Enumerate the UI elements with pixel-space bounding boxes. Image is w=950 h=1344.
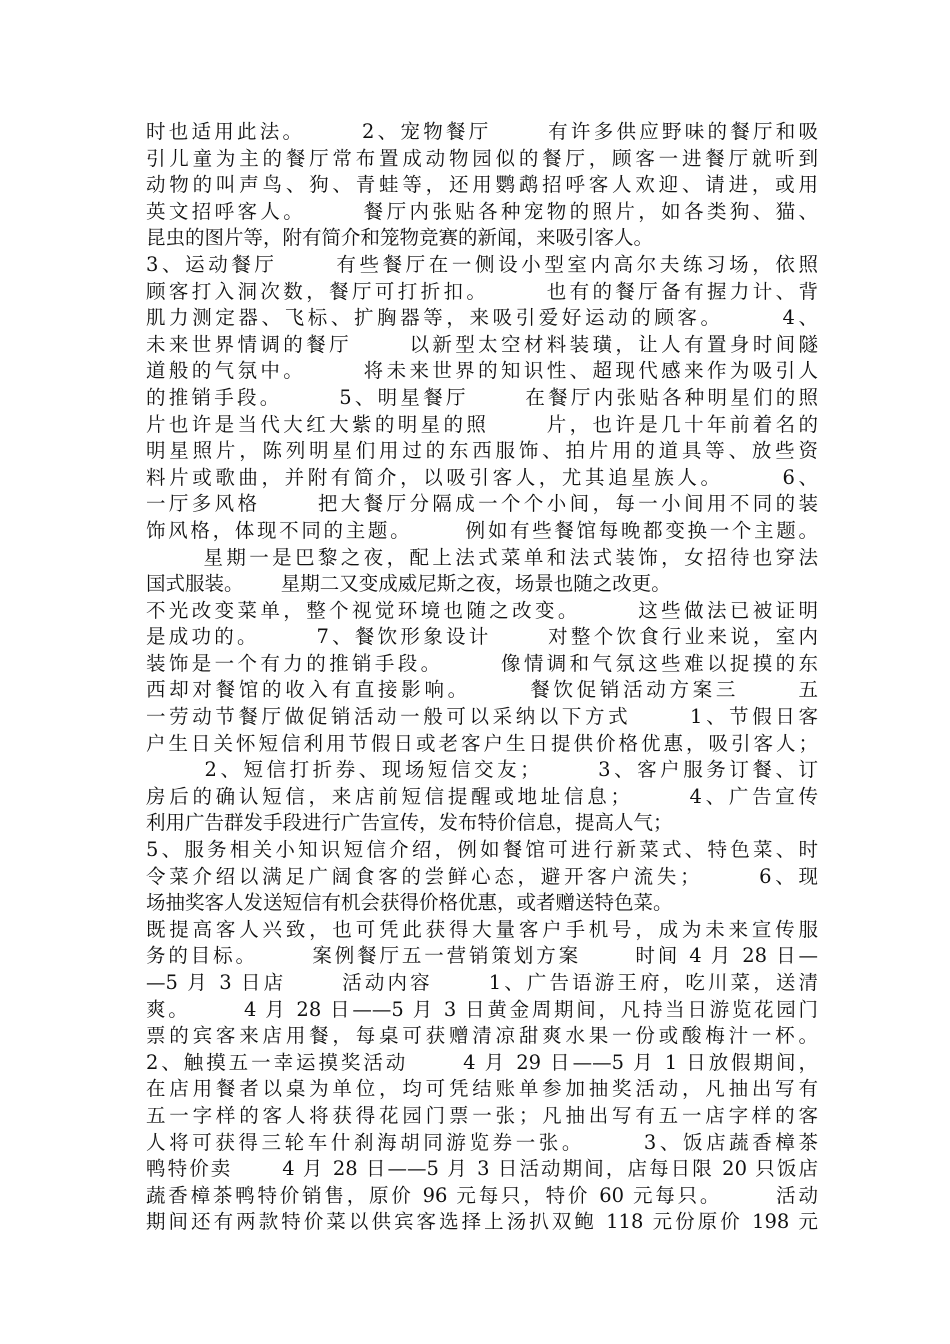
- text-line: 户生日关怀短信利用节假日或老客户生日提供价格优惠，吸引客人；: [146, 731, 818, 755]
- text-line: 肌力测定器、飞标、扩胸器等，来吸引爱好运动的顾客。 4、: [146, 306, 818, 330]
- text-line: 票的宾客来店用餐，每桌可获赠清凉甜爽水果一份或酸梅汁一杯。: [146, 1024, 818, 1048]
- text-line: —5 月 3 日店 活动内容 1、广告语游王府，吃川菜，送清: [146, 971, 818, 994]
- text-line: 2、触摸五一幸运摸奖活动 4 月 29 日——5 月 1 日放假期间，: [146, 1050, 818, 1074]
- text-line: 2、短信打折券、现场短信交友； 3、客户服务订餐、订: [146, 758, 818, 782]
- text-line: 动物的叫声鸟、狗、青蛙等，还用鹦鹉招呼客人欢迎、请进，或用: [146, 173, 818, 197]
- text-line: 道般的气氛中。 将未来世界的知识性、超现代感来作为吸引人: [146, 359, 818, 383]
- text-line: 星期一是巴黎之夜，配上法式菜单和法式装饰，女招待也穿法: [146, 545, 818, 569]
- text-line: 片也许是当代大红大紫的明星的照 片，也许是几十年前着名的: [146, 412, 818, 436]
- text-line: 五一字样的客人将获得花园门票一张；凡抽出写有五一店字样的客: [146, 1103, 818, 1127]
- text-line: 务的目标。 案例餐厅五一营销策划方案 时间 4 月 28 日—: [146, 944, 818, 968]
- document-body-text: [146, 119, 818, 1236]
- text-line: 一劳动节餐厅做促销活动一般可以采纳以下方式 1、节假日客: [146, 705, 818, 729]
- text-line: 期间还有两款特价菜以供宾客选择上汤扒双鲍 118 元份原价 198 元: [146, 1210, 818, 1234]
- text-line: 蔬香樟茶鸭特价销售，原价 96 元每只，特价 60 元每只。 活动: [146, 1183, 818, 1207]
- text-line: 昆虫的图片等，附有简介和笼物竞赛的新闻，来吸引客人。: [146, 226, 654, 250]
- text-line: 一厅多风格 把大餐厅分隔成一个个小间，每一小间用不同的装: [146, 492, 818, 516]
- text-line: 既提高客人兴致，也可凭此获得大量客户手机号，成为未来宣传服: [146, 917, 818, 941]
- text-line: 装饰是一个有力的推销手段。 像情调和气氛这些难以捉摸的东: [146, 651, 818, 675]
- text-line: 引儿童为主的餐厅常布置成动物园似的餐厅，顾客一进餐厅就听到: [146, 146, 818, 170]
- text-line: 明星照片，陈列明星们用过的东西服饰、拍片用的道具等、放些资: [146, 439, 818, 463]
- text-line: 利用广告群发手段进行广告宣传，发布特价信息，提高人气；: [146, 811, 673, 835]
- text-line: 房后的确认短信，来店前短信提醒或地址信息； 4、广告宣传: [146, 784, 818, 808]
- text-line: 场抽奖客人发送短信有机会获得价格优惠，或者赠送特色菜。: [146, 891, 673, 915]
- text-line: 时也适用此法。 2、宠物餐厅 有许多供应野味的餐厅和吸: [146, 120, 818, 143]
- text-line: 爽。 4 月 28 日——5 月 3 日黄金周期间，凡持当日游览花园门: [146, 997, 818, 1021]
- text-line: 是成功的。 7、餐饮形象设计 对整个饮食行业来说，室内: [146, 625, 818, 649]
- text-line: 英文招呼客人。 餐厅内张贴各种宠物的照片，如各类狗、猫、: [146, 199, 818, 223]
- text-line: 人将可获得三轮车什刹海胡同游览券一张。 3、饭店蔬香樟茶: [146, 1130, 818, 1154]
- text-line: 的推销手段。 5、明星餐厅 在餐厅内张贴各种明星们的照: [146, 385, 818, 409]
- text-line: 西却对餐馆的收入有直接影响。 餐饮促销活动方案三 五: [146, 678, 818, 702]
- text-line: 5、服务相关小知识短信介绍，例如餐馆可进行新菜式、特色菜、时: [146, 838, 818, 862]
- text-line: 料片或歌曲，并附有简介，以吸引客人，尤其追星族人。 6、: [146, 465, 818, 489]
- text-line: 未来世界情调的餐厅 以新型太空材料装璜，让人有置身时间隧: [146, 332, 818, 356]
- text-line: 3、运动餐厅 有些餐厅在一侧设小型室内高尔夫练习场，依照: [146, 252, 818, 276]
- text-line: 饰风格，体现不同的主题。 例如有些餐馆每晚都变换一个主题。: [146, 518, 818, 542]
- text-line: 不光改变菜单，整个视觉环境也随之改变。 这些做法已被证明: [146, 598, 818, 622]
- text-line: 鸭特价卖 4 月 28 日——5 月 3 日活动期间，店每日限 20 只饭店: [146, 1157, 818, 1181]
- text-line: 顾客打入洞次数，餐厅可打折扣。 也有的餐厅备有握力计、背: [146, 279, 818, 303]
- text-line: 在店用餐者以桌为单位，均可凭结账单参加抽奖活动，凡抽出写有: [146, 1077, 818, 1101]
- text-line: 令菜介绍以满足广阔食客的尝鲜心态，避开客户流失； 6、现: [146, 864, 818, 888]
- text-line: 国式服装。 星期二又变成威尼斯之夜，场景也随之改更。: [146, 572, 671, 596]
